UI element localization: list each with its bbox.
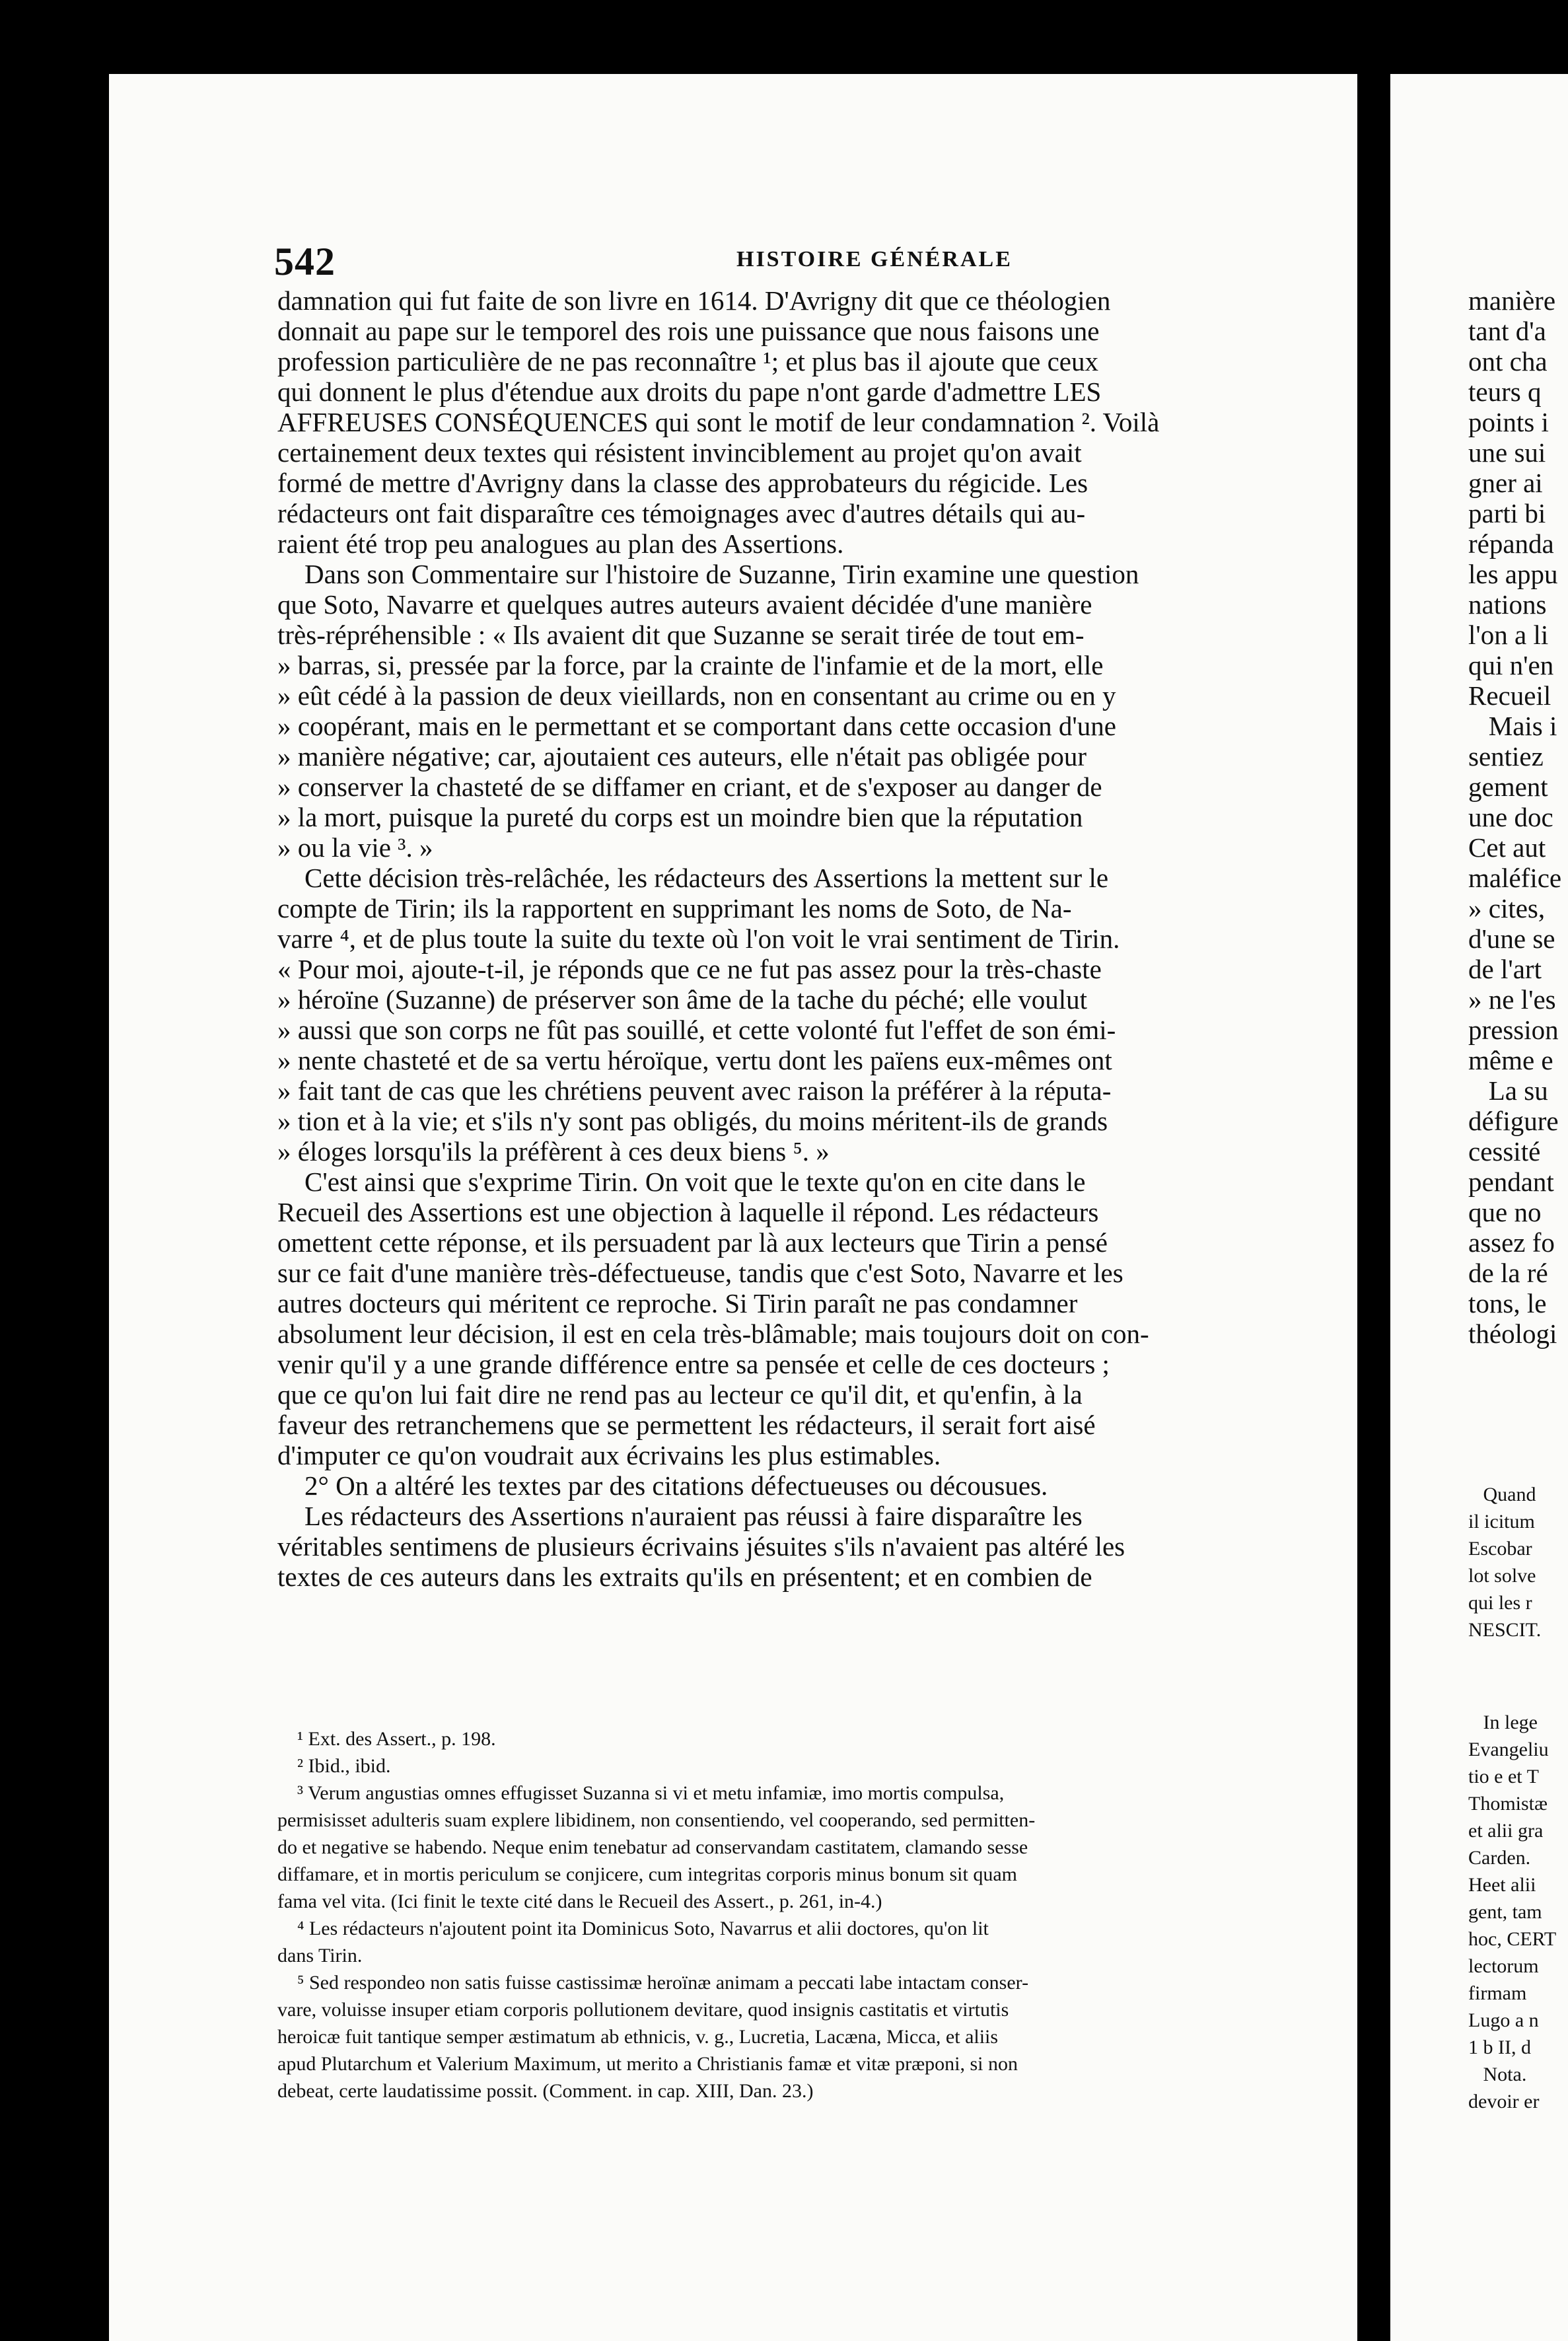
right-footnote-line: NESCIT.: [1468, 1619, 1542, 1641]
body-line: » eût cédé à la passion de deux vieillards, non en consentant au crime ou en y: [277, 680, 1116, 711]
body-line: absolument leur décision, il est en cela très-blâmable; mais toujours doit on con-: [277, 1318, 1149, 1349]
right-page-line: Recueil: [1468, 680, 1551, 711]
right-page-line: théologi: [1468, 1318, 1557, 1349]
right-footnote-line: gent, tam: [1468, 1901, 1542, 1923]
body-line: venir qu'il y a une grande différence entre sa pensée et celle de ces docteurs ;: [277, 1349, 1110, 1379]
body-line: donnait au pape sur le temporel des rois une puissance que nous faisons une: [277, 316, 1100, 346]
right-page-line: maléfice: [1468, 863, 1562, 893]
body-line: » la mort, puisque la pureté du corps est un moindre bien que la réputation: [277, 802, 1083, 832]
right-footnote-line: Escobar: [1468, 1538, 1532, 1560]
body-line: 2° On a altéré les textes par des citations défectueuses ou décousues.: [277, 1470, 1048, 1501]
right-page-line: de la ré: [1468, 1258, 1548, 1288]
body-line: » barras, si, pressée par la force, par la crainte de l'infamie et de la mort, elle: [277, 650, 1104, 680]
body-line: omettent cette réponse, et ils persuadent par là aux lecteurs que Tirin a pensé: [277, 1227, 1108, 1258]
right-page-line: tant d'a: [1468, 316, 1546, 346]
right-footnote-line: Quand: [1468, 1484, 1536, 1505]
body-line: AFFREUSES CONSÉQUENCES qui sont le motif de leur condamnation ². Voilà: [277, 407, 1160, 437]
footnote-line: permisisset adulteris suam explere libidinem, non consentiendo, vel cooperando, sed permitten-: [277, 1809, 1036, 1831]
right-page-line: que no: [1468, 1197, 1542, 1227]
right-footnote-line: et alii gra: [1468, 1820, 1544, 1842]
footnote-line: heroicæ fuit tantique semper æstimatum ab ethnicis, v. g., Lucretia, Lacæna, Micca, et aliis: [277, 2026, 999, 2048]
body-line: rédacteurs ont fait disparaître ces témoignages avec d'autres détails qui au-: [277, 498, 1086, 528]
right-page-body: [1468, 285, 1561, 1349]
body-line: » nente chasteté et de sa vertu héroïque, vertu dont les païens eux-mêmes ont: [277, 1045, 1112, 1075]
body-line: formé de mettre d'Avrigny dans la classe des approbateurs du régicide. Les: [277, 468, 1088, 498]
right-page-line: une sui: [1468, 437, 1546, 468]
right-page-line: qui n'en: [1468, 650, 1554, 680]
right-page-line: une doc: [1468, 802, 1553, 832]
footnote-line: ¹ Ext. des Assert., p. 198.: [277, 1728, 496, 1750]
right-page-line: cessité: [1468, 1136, 1541, 1167]
right-footnote-line: il icitum: [1468, 1511, 1535, 1532]
page-number: 542: [274, 240, 336, 283]
body-line: » coopérant, mais en le permettant et se comportant dans cette occasion d'une: [277, 711, 1116, 741]
body-line: Dans son Commentaire sur l'histoire de Suzanne, Tirin examine une question: [277, 559, 1139, 589]
body-line: raient été trop peu analogues au plan des Assertions.: [277, 528, 844, 559]
right-footnote-line: tio e et T: [1468, 1766, 1539, 1787]
right-page-line: sentiez: [1468, 741, 1544, 772]
right-page-line: points i: [1468, 407, 1549, 437]
right-page-line: gement: [1468, 772, 1548, 802]
body-line: » héroïne (Suzanne) de préserver son âme de la tache du péché; elle voulut: [277, 984, 1088, 1015]
footnote-line: ⁴ Les rédacteurs n'ajoutent point ita Dominicus Soto, Navarrus et alii doctores, qu'on lit: [277, 1918, 989, 1939]
right-page-line: manière: [1468, 285, 1556, 316]
right-page-line: d'une se: [1468, 923, 1555, 954]
right-footnote-line: Carden.: [1468, 1847, 1531, 1869]
body-line: Les rédacteurs des Assertions n'auraient pas réussi à faire disparaître les: [277, 1501, 1083, 1531]
right-page-footnotes: [1468, 1481, 1541, 1643]
right-footnote-line: devoir er: [1468, 2091, 1540, 2112]
body-line: véritables sentimens de plusieurs écrivains jésuites s'ils n'avaient pas altéré les: [277, 1531, 1125, 1562]
body-line: faveur des retranchemens que se permettent les rédacteurs, il serait fort aisé: [277, 1410, 1096, 1440]
body-line: compte de Tirin; ils la rapportent en supprimant les noms de Soto, de Na-: [277, 893, 1072, 923]
body-line: très-répréhensible : « Ils avaient dit que Suzanne se serait tirée de tout em-: [277, 620, 1085, 650]
footnote-line: do et negative se habendo. Neque enim tenebatur ad conservandam castitatem, clamando sesse: [277, 1836, 1028, 1858]
running-title: HISTOIRE GÉNÉRALE: [736, 247, 1013, 271]
footnote-line: diffamare, et in mortis periculum se conjicere, cum integritas corporis minus bonum sit quam: [277, 1863, 1018, 1885]
right-footnote-line: Evangeliu: [1468, 1739, 1549, 1760]
right-page-line: répanda: [1468, 528, 1554, 559]
body-line: certainement deux textes qui résistent invinciblement au projet qu'on avait: [277, 437, 1082, 468]
right-page-line: même e: [1468, 1045, 1553, 1075]
right-page-line: défigure: [1468, 1106, 1559, 1136]
right-page-line: Mais i: [1468, 711, 1557, 741]
right-page-line: La su: [1468, 1075, 1548, 1106]
right-page-line: ont cha: [1468, 346, 1548, 377]
body-line: » ou la vie ³. »: [277, 832, 433, 863]
footnote-line: ² Ibid., ibid.: [277, 1755, 391, 1777]
body-line: varre ⁴, et de plus toute la suite du texte où l'on voit le vrai sentiment de Tirin.: [277, 923, 1120, 954]
right-page-line: parti bi: [1468, 498, 1546, 528]
right-page-line: teurs q: [1468, 377, 1542, 407]
right-page-line: gner ai: [1468, 468, 1543, 498]
body-line: qui donnent le plus d'étendue aux droits du pape n'ont garde d'admettre LES: [277, 377, 1102, 407]
right-footnote-line: In lege: [1468, 1711, 1538, 1733]
right-footnote-line: Lugo a n: [1468, 2009, 1539, 2031]
body-line: damnation qui fut faite de son livre en 1614. D'Avrigny dit que ce théologien: [277, 285, 1111, 316]
page-header: [274, 239, 1357, 292]
right-page-line: pression: [1468, 1015, 1559, 1045]
body-line: » tion et à la vie; et s'ils n'y sont pas obligés, du moins méritent-ils de grands: [277, 1106, 1108, 1136]
right-page-line: assez fo: [1468, 1227, 1555, 1258]
body-line: Cette décision très-relâchée, les rédacteurs des Assertions la mettent sur le: [277, 863, 1109, 893]
right-page-fragment: [1390, 74, 1568, 2341]
right-page-line: Cet aut: [1468, 832, 1546, 863]
body-line: sur ce fait d'une manière très-défectueuse, tandis que c'est Soto, Navarre et les: [277, 1258, 1123, 1288]
footnote-line: fama vel vita. (Ici finit le texte cité dans le Recueil des Assert., p. 261, in-4.): [277, 1891, 882, 1912]
body-line: « Pour moi, ajoute-t-il, je réponds que ce ne fut pas assez pour la très-chaste: [277, 954, 1102, 984]
footnote-line: debeat, certe laudatissime possit. (Comment. in cap. XIII, Dan. 23.): [277, 2080, 814, 2102]
right-page-footnotes-2: [1468, 1709, 1556, 2115]
footnote-line: apud Plutarchum et Valerium Maximum, ut merito a Christianis famæ et vitæ præponi, si non: [277, 2053, 1018, 2075]
right-footnote-line: lot solve: [1468, 1565, 1536, 1587]
footnotes: [277, 1725, 1357, 2105]
right-page-line: » ne l'es: [1468, 984, 1556, 1015]
right-footnote-line: 1 b II, d: [1468, 2036, 1531, 2058]
body-line: » conserver la chasteté de se diffamer en criant, et de s'exposer au danger de: [277, 772, 1102, 802]
right-page-line: pendant: [1468, 1167, 1554, 1197]
footnote-line: ³ Verum angustias omnes effugisset Suzanna si vi et metu infamiæ, imo mortis compulsa,: [277, 1782, 1005, 1804]
right-footnote-line: hoc, CERT: [1468, 1928, 1557, 1950]
right-footnote-line: Thomistæ: [1468, 1793, 1548, 1815]
footnote-line: ⁵ Sed respondeo non satis fuisse castissimæ heroïnæ animam a peccati labe intactam conser-: [277, 1972, 1029, 1994]
body-text: [277, 285, 1357, 1592]
right-page-line: l'on a li: [1468, 620, 1549, 650]
body-line: » aussi que son corps ne fût pas souillé, et cette volonté fut l'effet de son émi-: [277, 1015, 1116, 1045]
body-line: textes de ces auteurs dans les extraits qu'ils en présentent; et en combien de: [277, 1562, 1092, 1592]
right-page-line: » cites,: [1468, 893, 1546, 923]
body-line: autres docteurs qui méritent ce reproche. Si Tirin paraît ne pas condamner: [277, 1288, 1078, 1318]
body-line: C'est ainsi que s'exprime Tirin. On voit que le texte qu'on en cite dans le: [277, 1167, 1086, 1197]
right-page-line: nations: [1468, 589, 1547, 620]
footnote-line: dans Tirin.: [277, 1945, 363, 1966]
right-footnote-line: Heet alii: [1468, 1874, 1536, 1896]
body-line: » fait tant de cas que les chrétiens peuvent avec raison la préférer à la réputa-: [277, 1075, 1112, 1106]
body-line: que ce qu'on lui fait dire ne rend pas au lecteur ce qu'il dit, et qu'enfin, à la: [277, 1379, 1083, 1410]
right-page-line: tons, le: [1468, 1288, 1547, 1318]
body-line: Recueil des Assertions est une objection à laquelle il répond. Les rédacteurs: [277, 1197, 1099, 1227]
body-line: » manière négative; car, ajoutaient ces auteurs, elle n'était pas obligée pour: [277, 741, 1087, 772]
right-page-line: les appu: [1468, 559, 1558, 589]
body-line: profession particulière de ne pas reconnaître ¹; et plus bas il ajoute que ceux: [277, 346, 1098, 377]
right-footnote-line: qui les r: [1468, 1592, 1532, 1614]
body-line: que Soto, Navarre et quelques autres auteurs avaient décidée d'une manière: [277, 589, 1092, 620]
right-footnote-line: Nota.: [1468, 2064, 1527, 2085]
left-page: [109, 74, 1357, 2341]
right-footnote-line: firmam: [1468, 1982, 1527, 2004]
right-footnote-line: lectorum: [1468, 1955, 1539, 1977]
footnote-line: vare, voluisse insuper etiam corporis pollutionem devitare, quod insignis castitatis et virtutis: [277, 1999, 1009, 2021]
body-line: d'imputer ce qu'on voudrait aux écrivains les plus estimables.: [277, 1440, 941, 1470]
right-page-line: de l'art: [1468, 954, 1542, 984]
body-line: » éloges lorsqu'ils la préfèrent à ces deux biens ⁵. »: [277, 1136, 830, 1167]
